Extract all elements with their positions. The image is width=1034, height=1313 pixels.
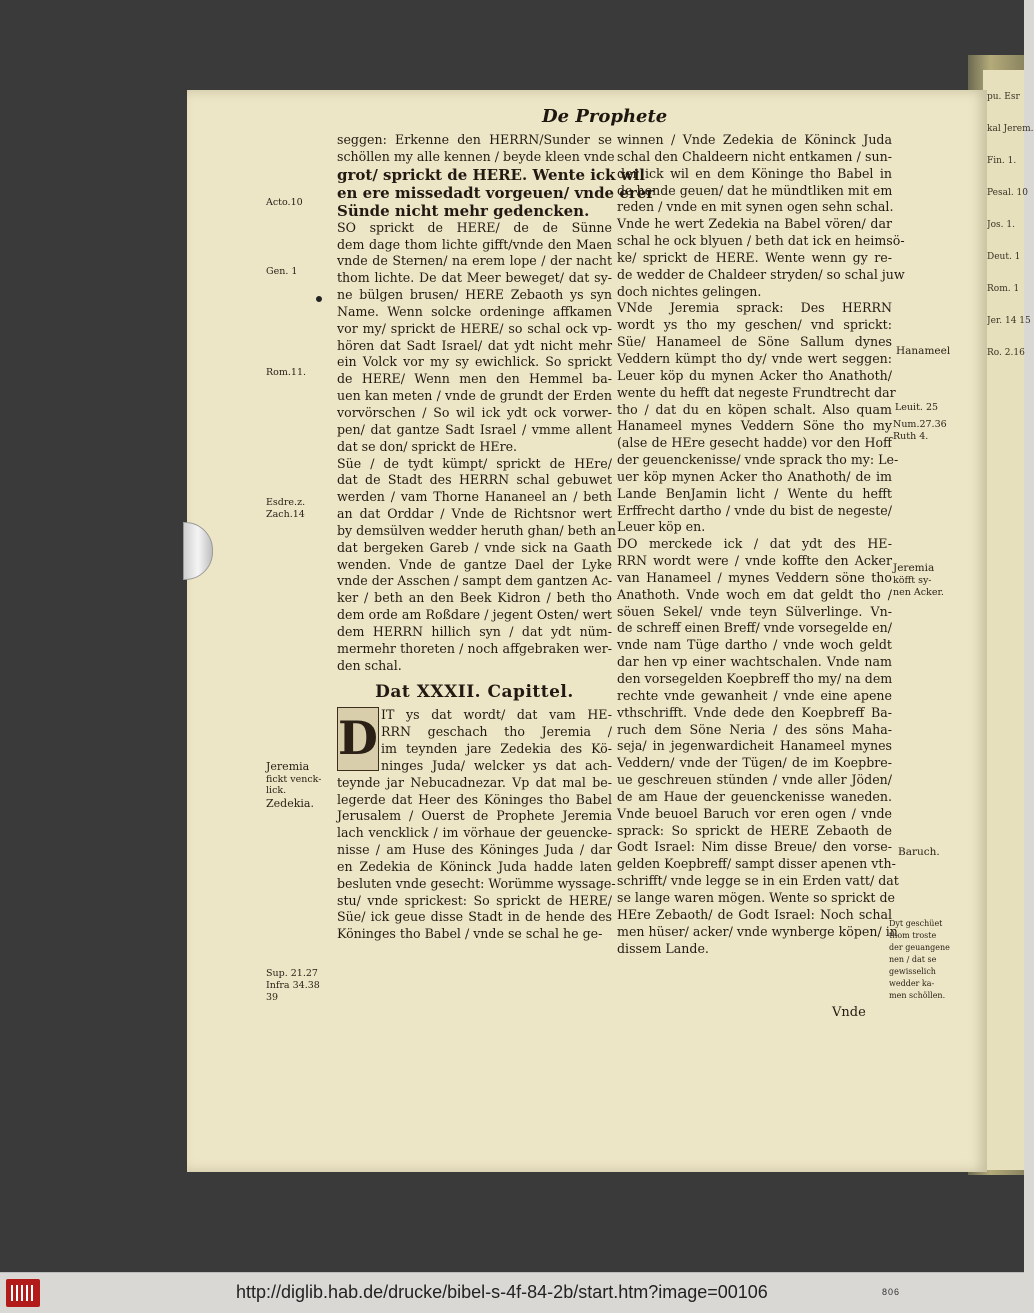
next-page-fragment: Ro. 2.16 [987,348,1025,358]
text-line: der ick wil en dem Köninge tho Babel in [617,165,892,181]
text-line: en Zedekia de Köninck Juda hadde laten [337,858,612,874]
text-line: mermehr thoreten / noch affgebraken wer- [337,640,612,656]
chapter-title: Dat XXXII. Capittel. [375,682,574,703]
margin-note: Zach.14 [266,509,305,520]
text-line: im teynden jare Zedekia des Kö- [381,741,612,756]
margin-bullet [316,296,322,302]
text-line: Lande BenJamin licht / Wente du hefft [617,485,892,501]
footer-code: 806 [882,1287,901,1297]
margin-note: Baruch. [898,846,940,858]
margin-note: Gen. 1 [266,266,298,277]
text-line: nisse / am Huse des Köninges Juda / dar [337,842,612,858]
text-line: Vnde he wert Zedekia na Babel vören/ dar [617,216,892,232]
margin-note: Sup. 21.27 [266,968,318,979]
text-line: DO merckede ick / dat ydt des HE- [617,536,892,552]
margin-note: 39 [266,992,279,1003]
text-line: de schreff einen Breff/ vnde vorsegelde en/ [617,620,892,636]
text-line: hören dat Sadt Israel/ dat ydt nicht mehr [337,337,612,353]
text-line: Jerusalem / Ouerst de Prophete Jeremia [337,808,612,824]
right-column [617,132,905,957]
next-page-fragment: pu. Esr [987,92,1020,102]
text-line: doch nichtes gelingen. [617,283,762,299]
text-line: schal he ock blyuen / beth dat ick en heimsö- [617,233,905,249]
viewer-footer [0,1272,1024,1313]
next-page-fragment: Deut. 1 [987,252,1021,262]
text-line: schal den Chaldeern nicht entkamen / sun- [617,148,892,164]
margin-note: men schöllen. [889,991,946,1000]
page-url[interactable]: http://diglib.hab.de/drucke/bibel-s-4f-84-2b/start.htm?image=00106 [236,1282,768,1302]
margin-note: köfft sy- [893,575,932,586]
text-line: winnen / Vnde Zedekia de Köninck Juda [617,132,892,147]
text-line: Süe/ Hanameel de Söne Sallum dynes [617,334,892,350]
text-line: by demsülven wedder heruth ghan/ beth an [337,522,616,538]
text-line: ein Volck vor my sy ewichlick. So sprickt [337,354,612,370]
text-line: besluten vnde gesecht: Worümme wyssage- [337,875,616,891]
margin-note: der geuangene [889,943,950,952]
margin-note: Infra 34.38 [266,980,320,991]
margin-note: Jeremia [266,760,310,773]
text-line: dat de Stadt des HERRN schal gebuwet [337,472,612,488]
text-line: werden / vam Thorne Hananeel an / beth [337,489,612,505]
text-line: Veddern kümpt tho dy/ vnde wert seggen: [617,350,892,366]
next-page-fragment: Fin. 1. [987,156,1017,166]
margin-note: wedder ka- [889,979,935,988]
text-line: vnde de Sternen/ na erem lope / der nacht [337,253,612,269]
text-line: Leuer köp en. [617,519,706,535]
text-line: de HERE/ Wenn men den Hemmel ba- [337,371,612,387]
text-line: dissem Lande. [617,940,709,956]
text-line: dem orde am Roßdare / jegent Osten/ wert [337,607,612,623]
text-line: de wedder de Chaldeer stryden/ so schal juw [617,266,905,282]
text-line: IT ys dat wordt/ dat vam HE- [381,707,612,723]
text-line: den schal. [337,657,402,673]
margin-note: Ruth 4. [893,431,929,442]
text-line: gelden Koepbreff/ sampt disser apenen vth- [617,856,896,872]
text-line: de hende geuen/ dat he mündtliken mit em [617,182,893,198]
text-line: se lange waren mögen. Wente so sprickt de [617,889,895,905]
text-line: HEre Zebaoth/ de Godt Israel: Noch schal [617,906,892,922]
text-line: den vorsegelden Koepbreff tho my/ na dem [617,671,893,686]
text-line: dar hen vp einer wachtschalen. Vnde nam [617,654,892,670]
text-line: RRN wordt were / vnde koffte den Acker [617,553,892,569]
text-line: seja/ in jegenwardicheit Hanameel mynes [617,738,892,754]
text-line: RRN geschach tho Jeremia / [381,724,612,740]
margin-note: lick. [266,785,287,796]
text-line: Erffrecht dartho / vnde du bist de negeste/ [617,502,892,518]
margin-note: Hanameel [896,345,951,357]
text-line: Vnde beuoel Baruch vor eren ogen / vnde [617,805,892,821]
text-line: ue geschreuen stünden / vnde aller Jöden/ [617,772,892,788]
text-line: Süe/ ick geue disse Stadt in de hende des [337,909,612,925]
text-line: wenden. Vnde de gantze Dael der Lyke [337,556,612,572]
text-line: VNde Jeremia sprack: Des HERRN [617,300,892,316]
text-line: Hanameel mynes Veddern Söne tho my [617,418,892,434]
next-page-fragment: Rom. 1 [987,284,1020,294]
margin-note: Zedekia. [266,797,314,810]
text-line: sprack: So sprickt de HERE Zebaoth de [617,822,892,838]
text-line: dat bergeken Gareb / vnde sick na Gaath [337,539,612,555]
text-line: (alse de HEre gesecht hadde) vor den Hoff [617,435,892,451]
text-line: ke/ sprickt de HERE. Wente wenn gy re- [617,249,892,265]
text-line: van Hanameel / mynes Veddern söne tho [617,569,892,585]
margin-note: Esdre.z. [266,497,306,508]
text-line: schöllen my alle kennen / beyde kleen vnde [337,148,615,164]
text-line: Veddern/ vnde der Tügen/ de im Koepbre- [617,755,892,771]
text-line: an dat Orddar / Vnde de Richtsnor wert [337,506,612,522]
margin-note: Dyt geschüet [889,919,943,928]
text-line: der geuenckenisse/ vnde sprack tho my: Le- [617,452,899,468]
text-line: stu/ vnde sprickest: So sprickt de HERE/ [337,892,612,908]
next-page-fragment: kal Jerem. [987,124,1034,134]
text-line: vthschrifft. Vnde dede den Koepbreff Ba- [617,704,892,720]
margin-note: Rom.11. [266,367,307,378]
text-line: ninges Juda/ welcker ys dat ach- [381,757,612,773]
margin-note: nen Acker. [893,587,944,598]
text-line: söuen Sekel/ vnde teyn Sülverlinge. Vn- [617,603,892,619]
next-page-strip [983,70,1034,1170]
text-line: wente du hefft dat negeste Frundtrecht dar [617,384,896,400]
text-line: ker / beth an den Beek Kidron / beth tho [337,590,612,606]
text-line: men hüser/ acker/ vnde wynberge köpen/ in [617,923,898,939]
margin-note: Leuit. 25 [895,402,939,413]
text-line: dat se don/ sprickt de HEre. [337,438,518,454]
margin-note: thom troste [889,931,937,940]
text-line: tho / dat du en köpen schalt. Also quam [617,401,892,417]
text-line: pen/ dat gantze Sadt Israel / vmme allent [337,421,612,437]
text-line: dem HERRN hillich syn / dat ydt nüm- [337,623,612,639]
left-column [337,132,655,943]
text-line: uen kan meten / vnde de grundt der Erden [337,388,612,404]
text-line: Name. Wenn solcke ordeninge affkamen [337,303,612,319]
text-line: Süe / de tydt kümpt/ sprickt de HEre/ [337,455,612,471]
text-line: lach vencklick / im vörhaue der geuencke- [337,825,612,841]
catchword: Vnde [832,1005,866,1020]
next-page-fragment: Pesal. 10 [987,188,1029,198]
text-line: Anathoth. Vnde woch em dat geldt tho / [617,586,892,602]
margin-note: nen / dat se [889,955,937,964]
text-line: rechte vnde gewanheit / vnde eine apene [617,687,892,703]
chapter-opening [337,707,616,943]
text-line: en ere missedadt vorgeuen/ vnde erer [337,183,655,202]
text-line: Köninges tho Babel / vnde se schal he ge- [337,926,603,942]
library-logo-icon[interactable] [6,1279,40,1307]
text-line: uer köp mynen Acker tho Anathoth/ de im [617,468,892,484]
text-line: thom lichte. De dat Meer beweget/ dat sy- [337,270,612,286]
next-page-fragment: Jos. 1. [987,220,1015,230]
text-line: SO sprickt de HERE/ de de Sünne [337,219,612,235]
text-line: grot/ sprickt de HERE. Wente ick wil [337,165,645,184]
text-line: de am Haue der geuenckenisse waneden. [617,788,892,804]
decorated-initial: D [337,707,379,771]
margin-note: gewisselich [889,967,936,976]
margin-note: Jeremia [893,562,935,574]
text-line: vnde der Asschen / sampt dem gantzen Ac- [337,573,613,589]
text-line: ne bülgen brusen/ HERE Zebaoth ys syn [337,287,612,303]
text-line: reden / vnde en mit synen ogen sehn schal. [617,199,894,215]
text-line: legerde dat Heer des Köninges tho Babel [337,791,612,807]
margin-note: Num.27.36 [893,419,947,430]
text-line: teynde jar Nebucadnezar. Vp dat mal be- [337,774,612,790]
text-line: Godt Israel: Nim disse Breue/ den vorse- [617,839,892,855]
running-head: De Prophete [542,106,668,127]
text-line: seggen: Erkenne den HERRN/Sunder se [337,132,612,147]
text-line: ruch dem Söne Neria / des söns Maha- [617,721,892,737]
text-line: Leuer köp du mynen Acker tho Anathoth/ [617,367,892,383]
text-line: vorvörschen / So wil ick ydt ock vorwer- [337,404,612,420]
text-line: wordt ys tho my geschen/ vnd sprickt: [617,317,892,333]
text-line: vnde nam Tüge dartho / vnde woch geldt [617,637,892,653]
text-line: schrifft/ vnde legge se in ein Erden vatt/ dat [617,873,899,889]
text-line: Sünde nicht mehr gedencken. [337,201,590,220]
text-line: vor my/ sprickt de HERE/ so schal ock vp- [337,320,612,336]
margin-note: Acto.10 [266,197,303,208]
margin-note: fickt venck- [266,774,322,785]
text-line: dem dage thom lichte gifft/vnde den Maen [337,236,612,252]
next-page-fragment: Jer. 14 15 [987,316,1031,326]
